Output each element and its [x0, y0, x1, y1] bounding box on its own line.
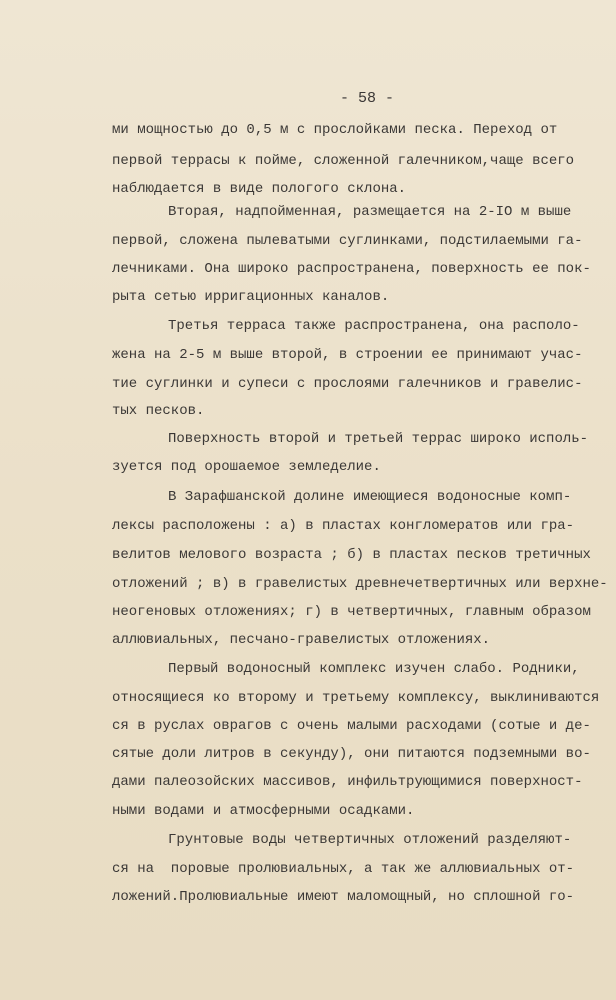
text-line: жена на 2-5 м выше второй, в строении ее принимают учас- — [112, 347, 583, 363]
text-line: ложений.Пролювиальные имеют маломощный, но сплошной го- — [112, 889, 575, 905]
text-line: лексы расположены : а) в пластах конгломератов или гра- — [112, 518, 575, 534]
text-line: Первый водоносный комплекс изучен слабо. Родники, — [168, 661, 580, 677]
text-line: ными водами и атмосферными осадками. — [112, 803, 415, 819]
text-line: велитов мелового возраста ; б) в пластах песков третичных — [112, 547, 591, 563]
text-line: В Зарафшанской долине имеющиеся водоносные комп- — [168, 489, 572, 505]
text-line: тых песков. — [112, 403, 205, 419]
text-line: зуется под орошаемое земледелие. — [112, 459, 381, 475]
text-line: ми мощностью до 0,5 м с прослойками песка. Переход от — [112, 122, 558, 138]
text-line: ся на поровые пролювиальных, а так же аллювиальных от- — [112, 861, 575, 877]
text-line: Поверхность второй и третьей террас широко исполь- — [168, 431, 589, 447]
text-line: первой террасы к пойме, сложенной галечником,чаще всего — [112, 153, 575, 169]
text-line: ся в руслах оврагов с очень малыми расходами (сотые и де- — [112, 718, 591, 734]
text-line: неогеновых отложениях; г) в четвертичных, главным образом — [112, 604, 591, 620]
text-line: дами палеозойских массивов, инфильтрующимися поверхност- — [112, 774, 583, 790]
text-line: Грунтовые воды четвертичных отложений разделяют- — [168, 832, 572, 848]
text-line: аллювиальных, песчано-гравелистых отложениях. — [112, 632, 491, 648]
text-line: первой, сложена пылеватыми суглинками, подстилаемыми га- — [112, 233, 583, 249]
text-line: тие суглинки и супеси с прослоями галечников и гравелис- — [112, 376, 583, 392]
text-line: рыта сетью ирригационных каналов. — [112, 289, 390, 305]
text-line: Вторая, надпойменная, размещается на 2-IO м выше — [168, 204, 572, 220]
text-line: лечниками. Она широко распространена, поверхность ее пок- — [112, 261, 591, 277]
text-line: наблюдается в виде пологого склона. — [112, 181, 407, 197]
text-line: сятые доли литров в секунду), они питаются подземными во- — [112, 746, 591, 762]
text-line: относящиеся ко второму и третьему комплексу, выклиниваются — [112, 690, 600, 706]
text-line: отложений ; в) в гравелистых древнечетвертичных или верхне- — [112, 576, 608, 592]
text-line: Третья терраса также распространена, она располо- — [168, 318, 580, 334]
page-number: - 58 - — [340, 90, 395, 107]
